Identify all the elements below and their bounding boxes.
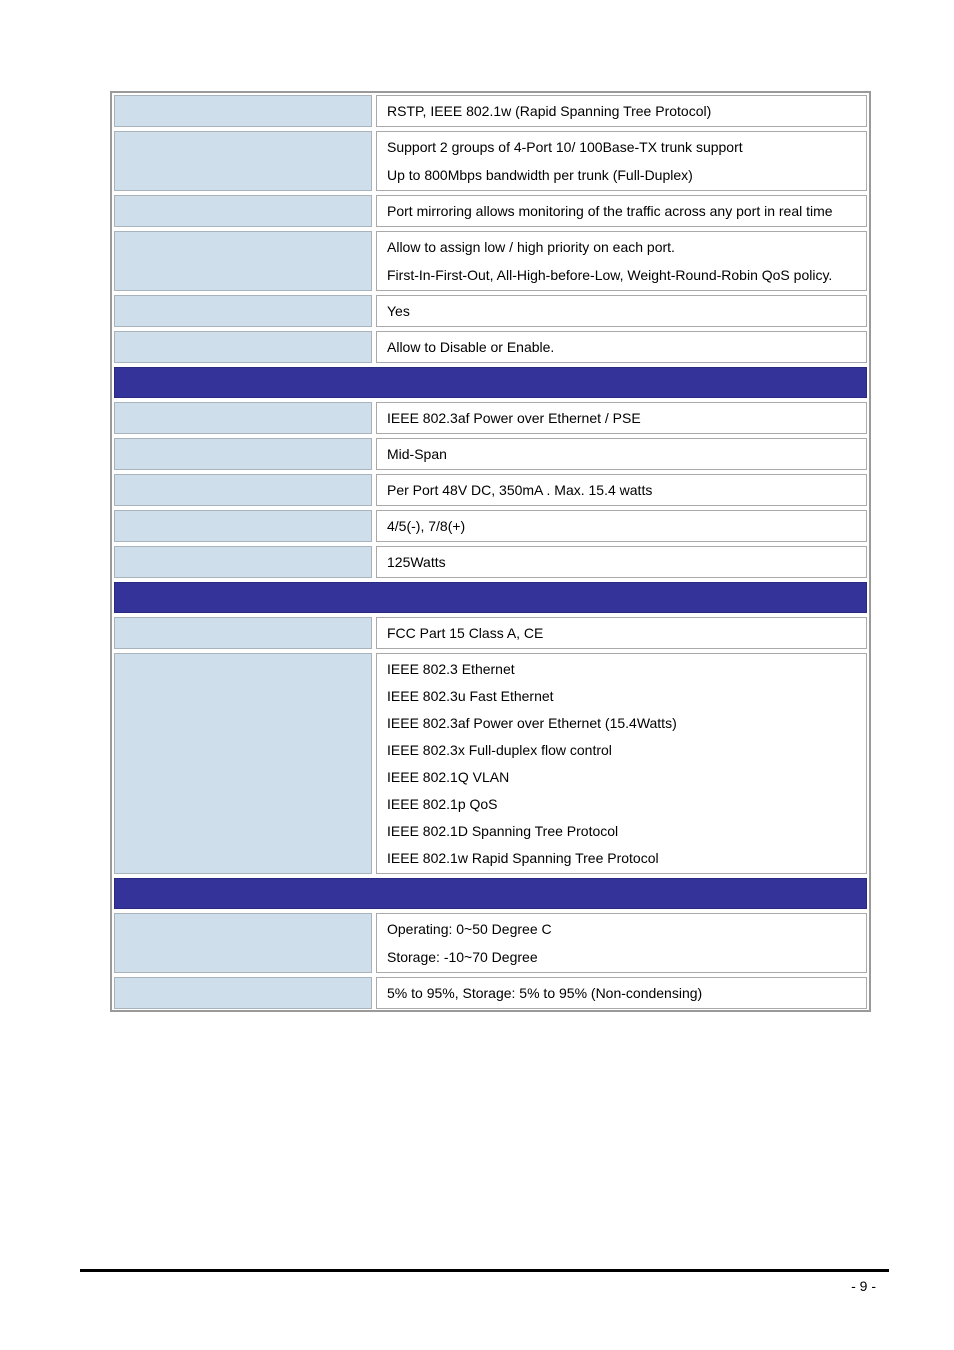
spec-label-cell xyxy=(114,653,372,874)
spec-value-line: Per Port 48V DC, 350mA . Max. 15.4 watts xyxy=(387,482,653,498)
spec-value-cell xyxy=(376,474,867,506)
spec-value-line: Up to 800Mbps bandwidth per trunk (Full-Duplex) xyxy=(387,167,693,183)
spec-label-cell xyxy=(114,295,372,327)
spec-value-line: 5% to 95%, Storage: 5% to 95% (Non-condensing) xyxy=(387,985,703,1001)
spec-value-line: IEEE 802.3 Ethernet xyxy=(387,661,515,677)
spec-value-cell xyxy=(376,295,867,327)
spec-row xyxy=(114,474,867,506)
spec-value-cell xyxy=(376,231,867,291)
spec-value-cell xyxy=(376,546,867,578)
spec-value-cell xyxy=(376,977,867,1009)
spec-value-line: IEEE 802.3af Power over Ethernet / PSE xyxy=(387,410,641,426)
section-header-bar xyxy=(114,582,867,613)
spec-value-line: FCC Part 15 Class A, CE xyxy=(387,625,544,641)
footer-rule xyxy=(80,1269,889,1272)
spec-value-cell xyxy=(376,195,867,227)
spec-value-cell xyxy=(376,510,867,542)
spec-value-cell xyxy=(376,402,867,434)
spec-value-cell xyxy=(376,913,867,973)
spec-value-line: Allow to Disable or Enable. xyxy=(387,339,555,355)
spec-value-line: Support 2 groups of 4-Port 10/ 100Base-TX trunk support xyxy=(387,139,743,155)
spec-value-line: Operating: 0~50 Degree C xyxy=(387,921,552,937)
spec-value-line: IEEE 802.3u Fast Ethernet xyxy=(387,688,554,704)
spec-value-line: IEEE 802.3af Power over Ethernet (15.4Watts) xyxy=(387,715,677,731)
spec-row xyxy=(114,131,867,191)
spec-row xyxy=(114,510,867,542)
spec-row xyxy=(114,331,867,363)
spec-label-cell xyxy=(114,131,372,191)
spec-row xyxy=(114,617,867,649)
section-header-bar xyxy=(114,878,867,909)
spec-label-cell xyxy=(114,195,372,227)
spec-value-cell xyxy=(376,95,867,127)
spec-label-cell xyxy=(114,402,372,434)
spec-label-cell xyxy=(114,231,372,291)
page-number: - 9 - xyxy=(851,1278,876,1294)
spec-value-line: Allow to assign low / high priority on each port. xyxy=(387,239,675,255)
spec-row xyxy=(114,546,867,578)
spec-group-environment xyxy=(114,913,867,1009)
spec-row xyxy=(114,653,867,874)
spec-value-line: IEEE 802.3x Full-duplex flow control xyxy=(387,742,612,758)
spec-value-line: Port mirroring allows monitoring of the traffic across any port in real time xyxy=(387,203,833,219)
spec-group-standards xyxy=(114,617,867,874)
spec-value-line: 4/5(-), 7/8(+) xyxy=(387,518,466,534)
spec-label-cell xyxy=(114,913,372,973)
spec-row xyxy=(114,195,867,227)
spec-value-cell xyxy=(376,653,867,874)
spec-row xyxy=(114,977,867,1009)
spec-value-cell xyxy=(376,438,867,470)
spec-value-line: IEEE 802.1D Spanning Tree Protocol xyxy=(387,823,619,839)
spec-label-cell xyxy=(114,331,372,363)
spec-value-cell xyxy=(376,617,867,649)
spec-label-cell xyxy=(114,977,372,1009)
spec-value-cell xyxy=(376,331,867,363)
spec-label-cell xyxy=(114,474,372,506)
spec-label-cell xyxy=(114,546,372,578)
spec-value-line: Mid-Span xyxy=(387,446,447,462)
spec-value-line: IEEE 802.1Q VLAN xyxy=(387,769,510,785)
spec-value-line: IEEE 802.1p QoS xyxy=(387,796,498,812)
spec-value-line: First-In-First-Out, All-High-before-Low, Weight-Round-Robin QoS policy. xyxy=(387,267,833,283)
spec-label-cell xyxy=(114,617,372,649)
spec-value-cell xyxy=(376,131,867,191)
spec-label-cell xyxy=(114,510,372,542)
spec-group-poe xyxy=(114,402,867,578)
spec-row xyxy=(114,295,867,327)
spec-value-line: Storage: -10~70 Degree xyxy=(387,949,538,965)
spec-row xyxy=(114,438,867,470)
spec-row xyxy=(114,231,867,291)
spec-label-cell xyxy=(114,95,372,127)
spec-value-line: 125Watts xyxy=(387,554,446,570)
spec-value-line: IEEE 802.1w Rapid Spanning Tree Protocol xyxy=(387,850,659,866)
section-header-bar xyxy=(114,367,867,398)
spec-value-line: Yes xyxy=(387,303,410,319)
spec-row xyxy=(114,95,867,127)
spec-row xyxy=(114,402,867,434)
spec-row xyxy=(114,913,867,973)
spec-value-line: RSTP, IEEE 802.1w (Rapid Spanning Tree Protocol) xyxy=(387,103,712,119)
spec-label-cell xyxy=(114,438,372,470)
specification-table xyxy=(110,91,871,1012)
spec-group-top xyxy=(114,95,867,363)
